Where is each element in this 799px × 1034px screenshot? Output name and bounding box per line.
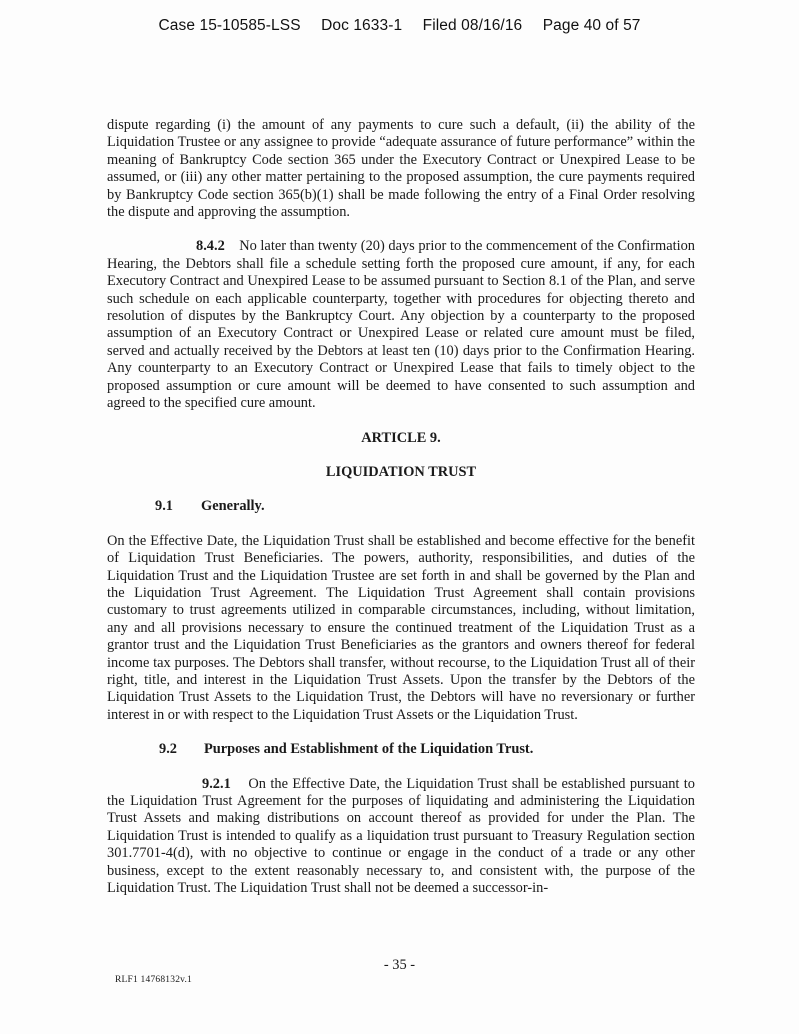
- section-9-2-heading: [107, 741, 695, 758]
- continued-paragraph: dispute regarding (i) the amount of any payments to cure such a default, (ii) the ability of the Liquidation Trustee or any assignee to provide “adequate assurance of future performance” within the meaning of Bankruptcy Code section 365 under the Executory Contract or Unexpired Lease to be assumed, or (iii) any other matter pertaining to the proposed assumption, the cure payments required by Bankruptcy Code section 365(b)(1) shall be made following the entry of a Final Order resolving the dispute and approving the assumption.: [107, 117, 695, 221]
- document-id: RLF1 14768132v.1: [115, 975, 193, 985]
- page-number: - 35 -: [383, 957, 416, 973]
- doc-number: Doc 1633-1: [321, 17, 403, 34]
- section-9-1-text: On the Effective Date, the Liquidation Trust shall be established and become effective for the benefit of Liquidation Trust Beneficiaries. The powers, authority, responsibilities, and duties of the Liquidation Trust and the Liquidation Trustee are set forth in and shall be governed by the Plan and the Liquidation Trust Agreement. The Liquidation Trust Agreement shall contain provisions customary to trust agreements utilized in comparable circumstances, including, without limitation, any and all provisions necessary to ensure the continued treatment of the Liquidation Trust as a grantor trust and the Liquidation Trust Beneficiaries as the grantors and owners thereof for federal income tax purposes. The Debtors shall transfer, without recourse, to the Liquidation Trust all of their right, title, and interest in the Liquidation Trust Assets. Upon the transfer by the Debtors of the Liquidation Trust Assets to the Liquidation Trust, the Debtors will have no reversionary or further interest in or with respect to the Liquidation Trust Assets or the Liquidation Trust.: [107, 532, 695, 723]
- section-title: Purposes and Establishment of the Liquidation Trust.: [204, 741, 534, 758]
- section-8-4-2: [107, 238, 695, 412]
- article-heading: ARTICLE 9.: [361, 429, 441, 446]
- section-text: No later than twenty (20) days prior to the commencement of the Confirmation Hearing, the Debtors shall file a schedule setting forth the proposed cure amount, if any, for each Executory Contract and Unexpired Lease to be assumed pursuant to Section 8.1 of the Plan, and serve such schedule on each applicable counterparty, together with procedures for objecting thereto and resolution of disputes by the Bankruptcy Court. Any objection by a counterparty to the proposed assumption of an Executory Contract or Unexpired Lease or related cure amount must be filed, served and actually received by the Debtors at least ten (10) days prior to the Confirmation Hearing. Any counterparty to an Executory Contract or Unexpired Lease that fails to timely object to the proposed assumption or cure amount will be deemed to have consented to such assumption and agreed to the specified cure amount.: [107, 238, 695, 412]
- section-number: 9.1: [155, 498, 173, 515]
- article-title: LIQUIDATION TRUST: [325, 463, 477, 480]
- filed-date: Filed 08/16/16: [422, 17, 523, 34]
- document-body: [107, 117, 695, 897]
- case-header: [0, 17, 799, 35]
- section-number: 9.2.1: [202, 775, 231, 792]
- section-title: Generally.: [201, 498, 265, 515]
- section-number: 9.2: [159, 741, 177, 758]
- section-text: On the Effective Date, the Liquidation Trust shall be established pursuant to the Liquidation Trust Agreement for the purposes of liquidating and administering the Liquidation Trust Assets and making distributions on account thereof as provided for under the Plan. The Liquidation Trust is intended to qualify as a liquidation trust pursuant to Treasury Regulation section 301.7701-4(d), with no objective to continue or engage in the conduct of a trade or any other business, except to the extent reasonably necessary to, and consistent with, the purpose of the Liquidation Trust. The Liquidation Trust shall not be deemed a successor-in-: [107, 775, 695, 897]
- page-of: Page 40 of 57: [542, 17, 641, 34]
- section-9-2-1: [107, 776, 695, 898]
- case-number: Case 15-10585-LSS: [158, 17, 301, 34]
- section-9-1-heading: [107, 498, 695, 515]
- section-number: 8.4.2: [196, 238, 225, 255]
